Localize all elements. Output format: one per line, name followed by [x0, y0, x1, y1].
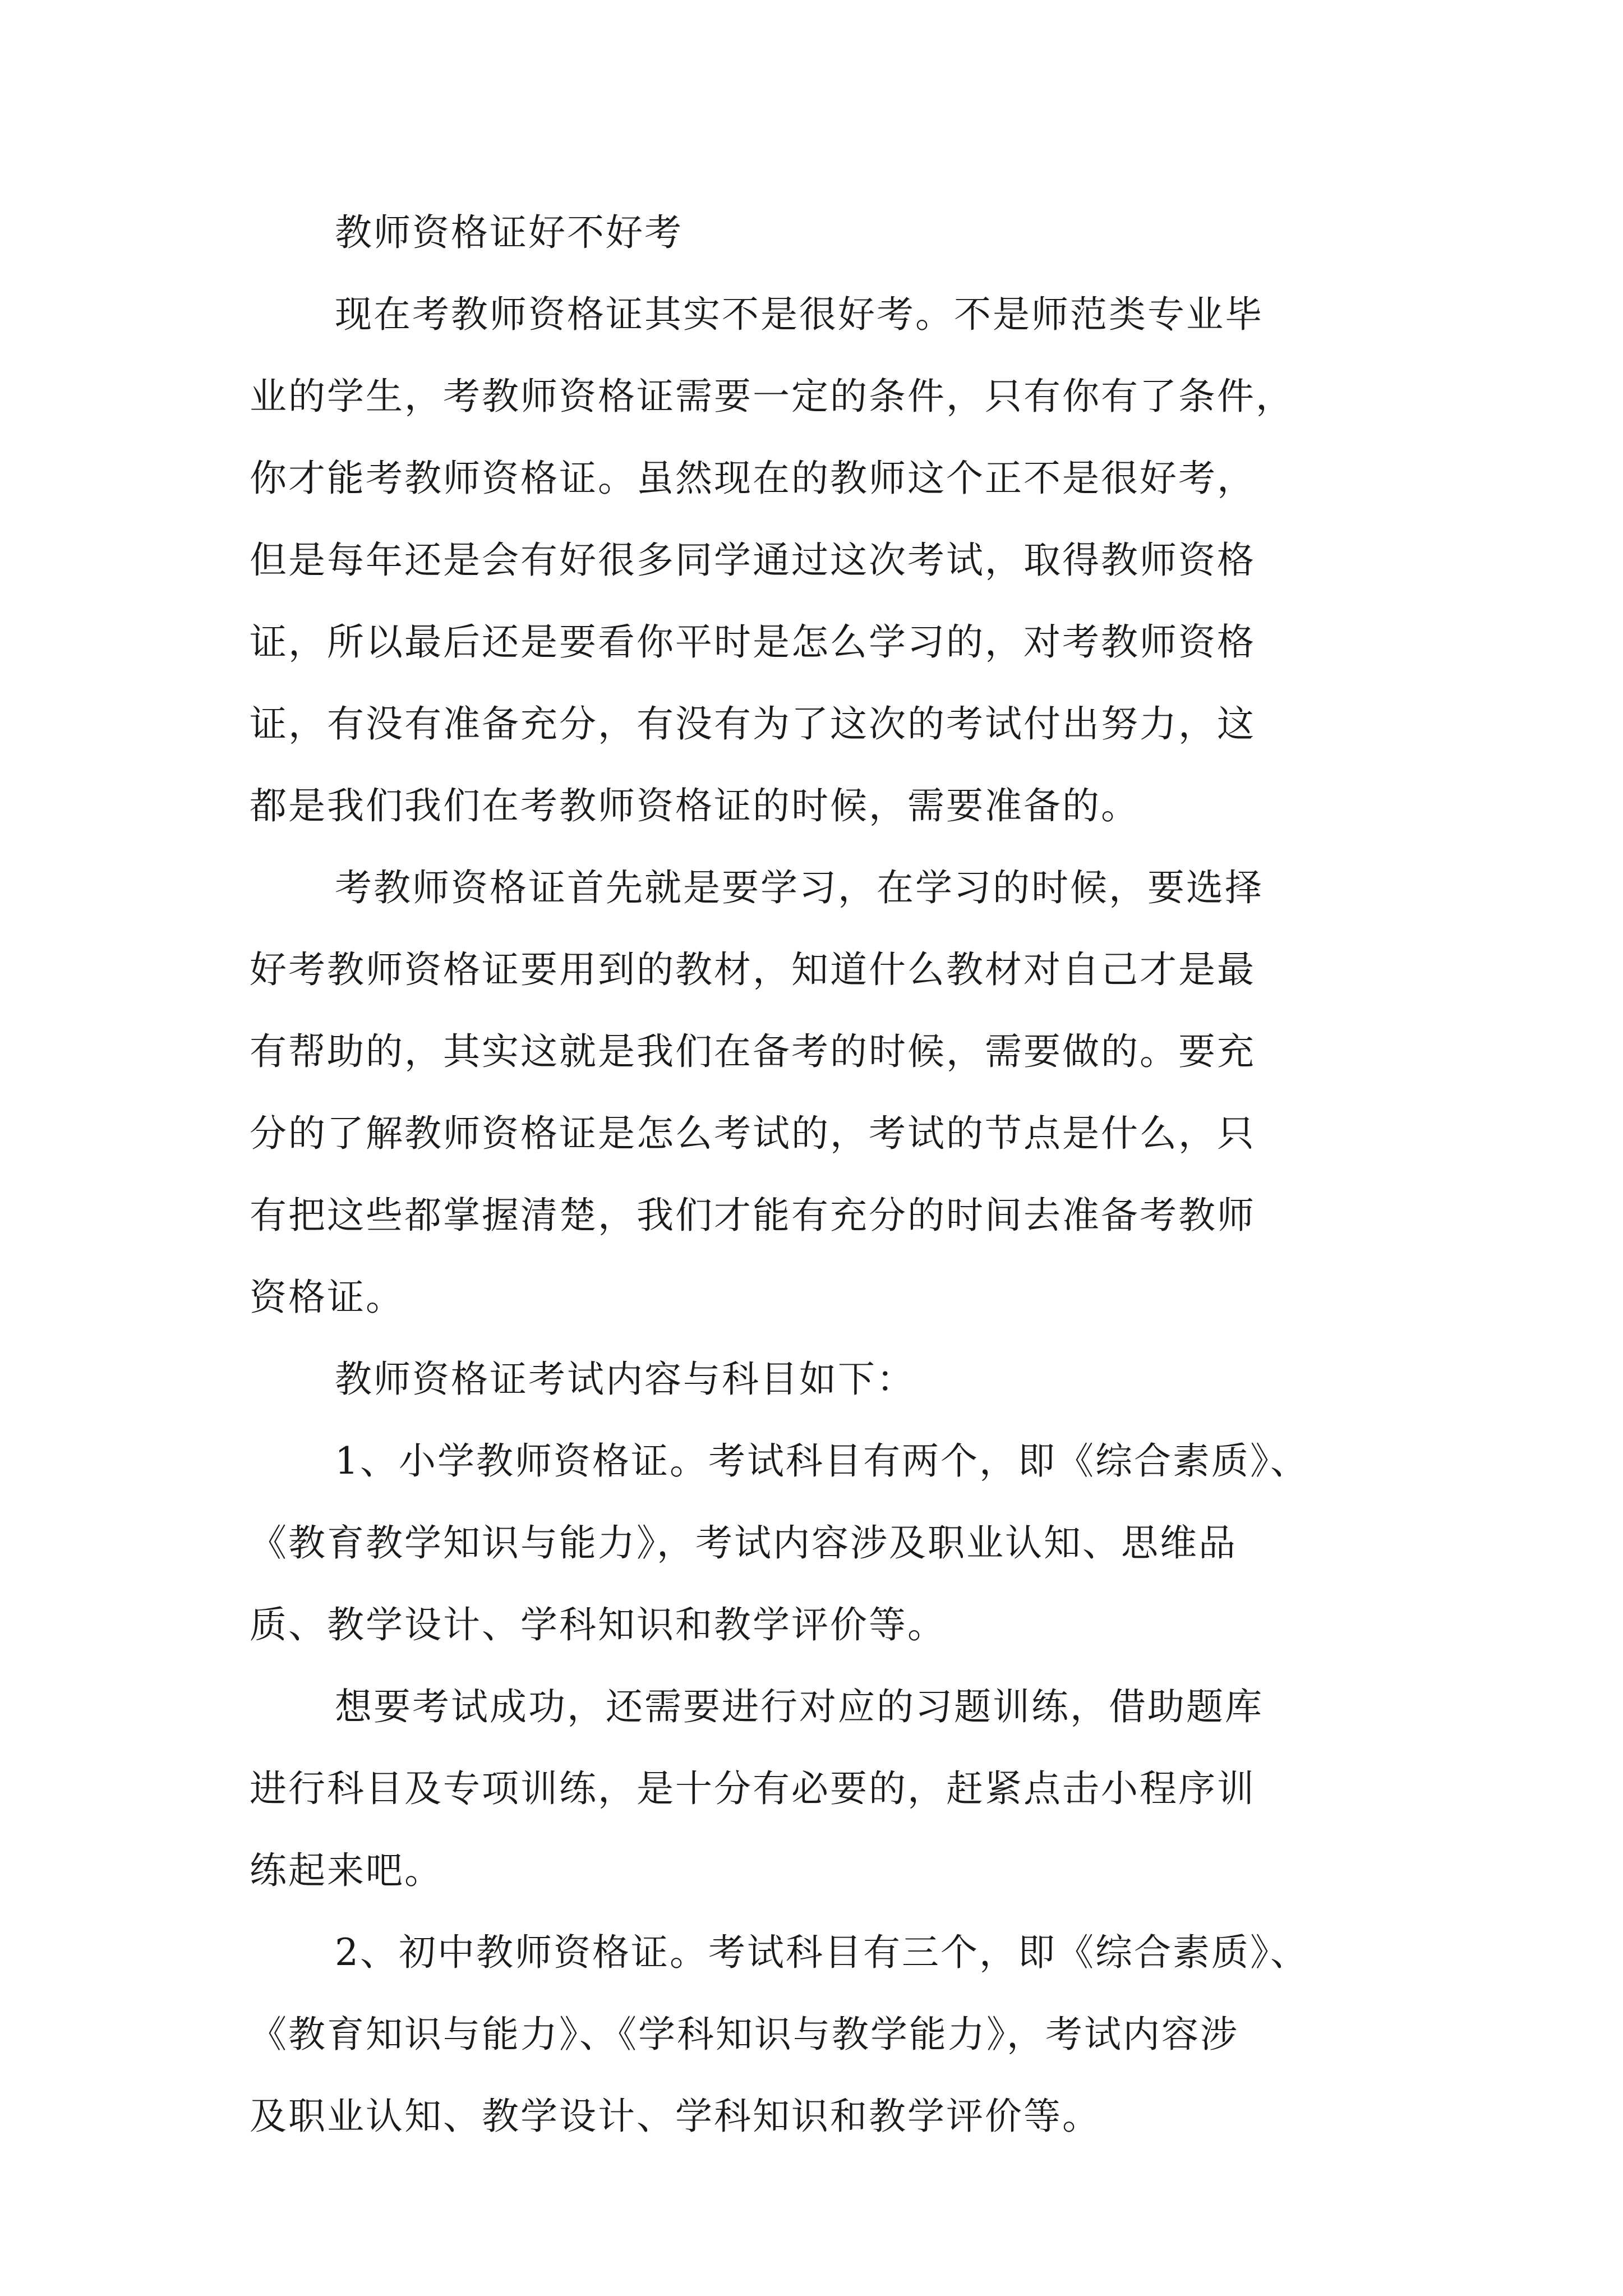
list-item-line: 《教育知识与能力》、《学科知识与教学能力》，考试内容涉: [250, 2013, 1239, 2056]
paragraph-line: 练起来吧。: [250, 1849, 443, 1892]
document-title: 教师资格证好不好考: [335, 211, 683, 254]
list-item-line: 及职业认知、教学设计、学科知识和教学评价等。: [250, 2095, 1101, 2138]
list-item-line: 质、教学设计、学科知识和教学评价等。: [250, 1603, 946, 1646]
list-item-line: 2、初中教师资格证。考试科目有三个，即《综合素质》、: [335, 1931, 1309, 1974]
document-body: [250, 208, 1388, 2173]
paragraph-line: 考教师资格证首先就是要学习，在学习的时候，要选择: [335, 866, 1264, 909]
paragraph-line: 进行科目及专项训练，是十分有必要的，赶紧点击小程序训: [250, 1767, 1256, 1810]
paragraph-line: 你才能考教师资格证。虽然现在的教师这个正不是很好考，: [250, 457, 1256, 500]
paragraph-line: 分的了解教师资格证是怎么考试的，考试的节点是什么，只: [250, 1112, 1256, 1155]
paragraph-line: 业的学生，考教师资格证需要一定的条件，只有你有了条件，: [250, 375, 1294, 418]
list-item-line: 1、小学教师资格证。考试科目有两个，即《综合素质》、: [335, 1439, 1309, 1483]
list-item-line: 《教育教学知识与能力》，考试内容涉及职业认知、思维品: [250, 1521, 1237, 1565]
paragraph-line: 证，所以最后还是要看你平时是怎么学习的，对考教师资格: [250, 620, 1256, 664]
paragraph-line: 有帮助的，其实这就是我们在备考的时候，需要做的。要充: [250, 1030, 1256, 1073]
paragraph-line: 教师资格证考试内容与科目如下：: [335, 1358, 915, 1401]
paragraph-line: 现在考教师资格证其实不是很好考。不是师范类专业毕: [335, 293, 1264, 336]
paragraph-line: 但是每年还是会有好很多同学通过这次考试，取得教师资格: [250, 539, 1256, 582]
paragraph-line: 有把这些都掌握清楚，我们才能有充分的时间去准备考教师: [250, 1194, 1256, 1237]
paragraph-line: 资格证。: [250, 1276, 404, 1319]
paragraph-line: 想要考试成功，还需要进行对应的习题训练，借助题库: [335, 1685, 1264, 1728]
paragraph-line: 都是我们我们在考教师资格证的时候，需要准备的。: [250, 784, 1140, 827]
paragraph-line: 证，有没有准备充分，有没有为了这次的考试付出努力，这: [250, 702, 1256, 746]
paragraph-line: 好考教师资格证要用到的教材，知道什么教材对自己才是最: [250, 948, 1256, 991]
